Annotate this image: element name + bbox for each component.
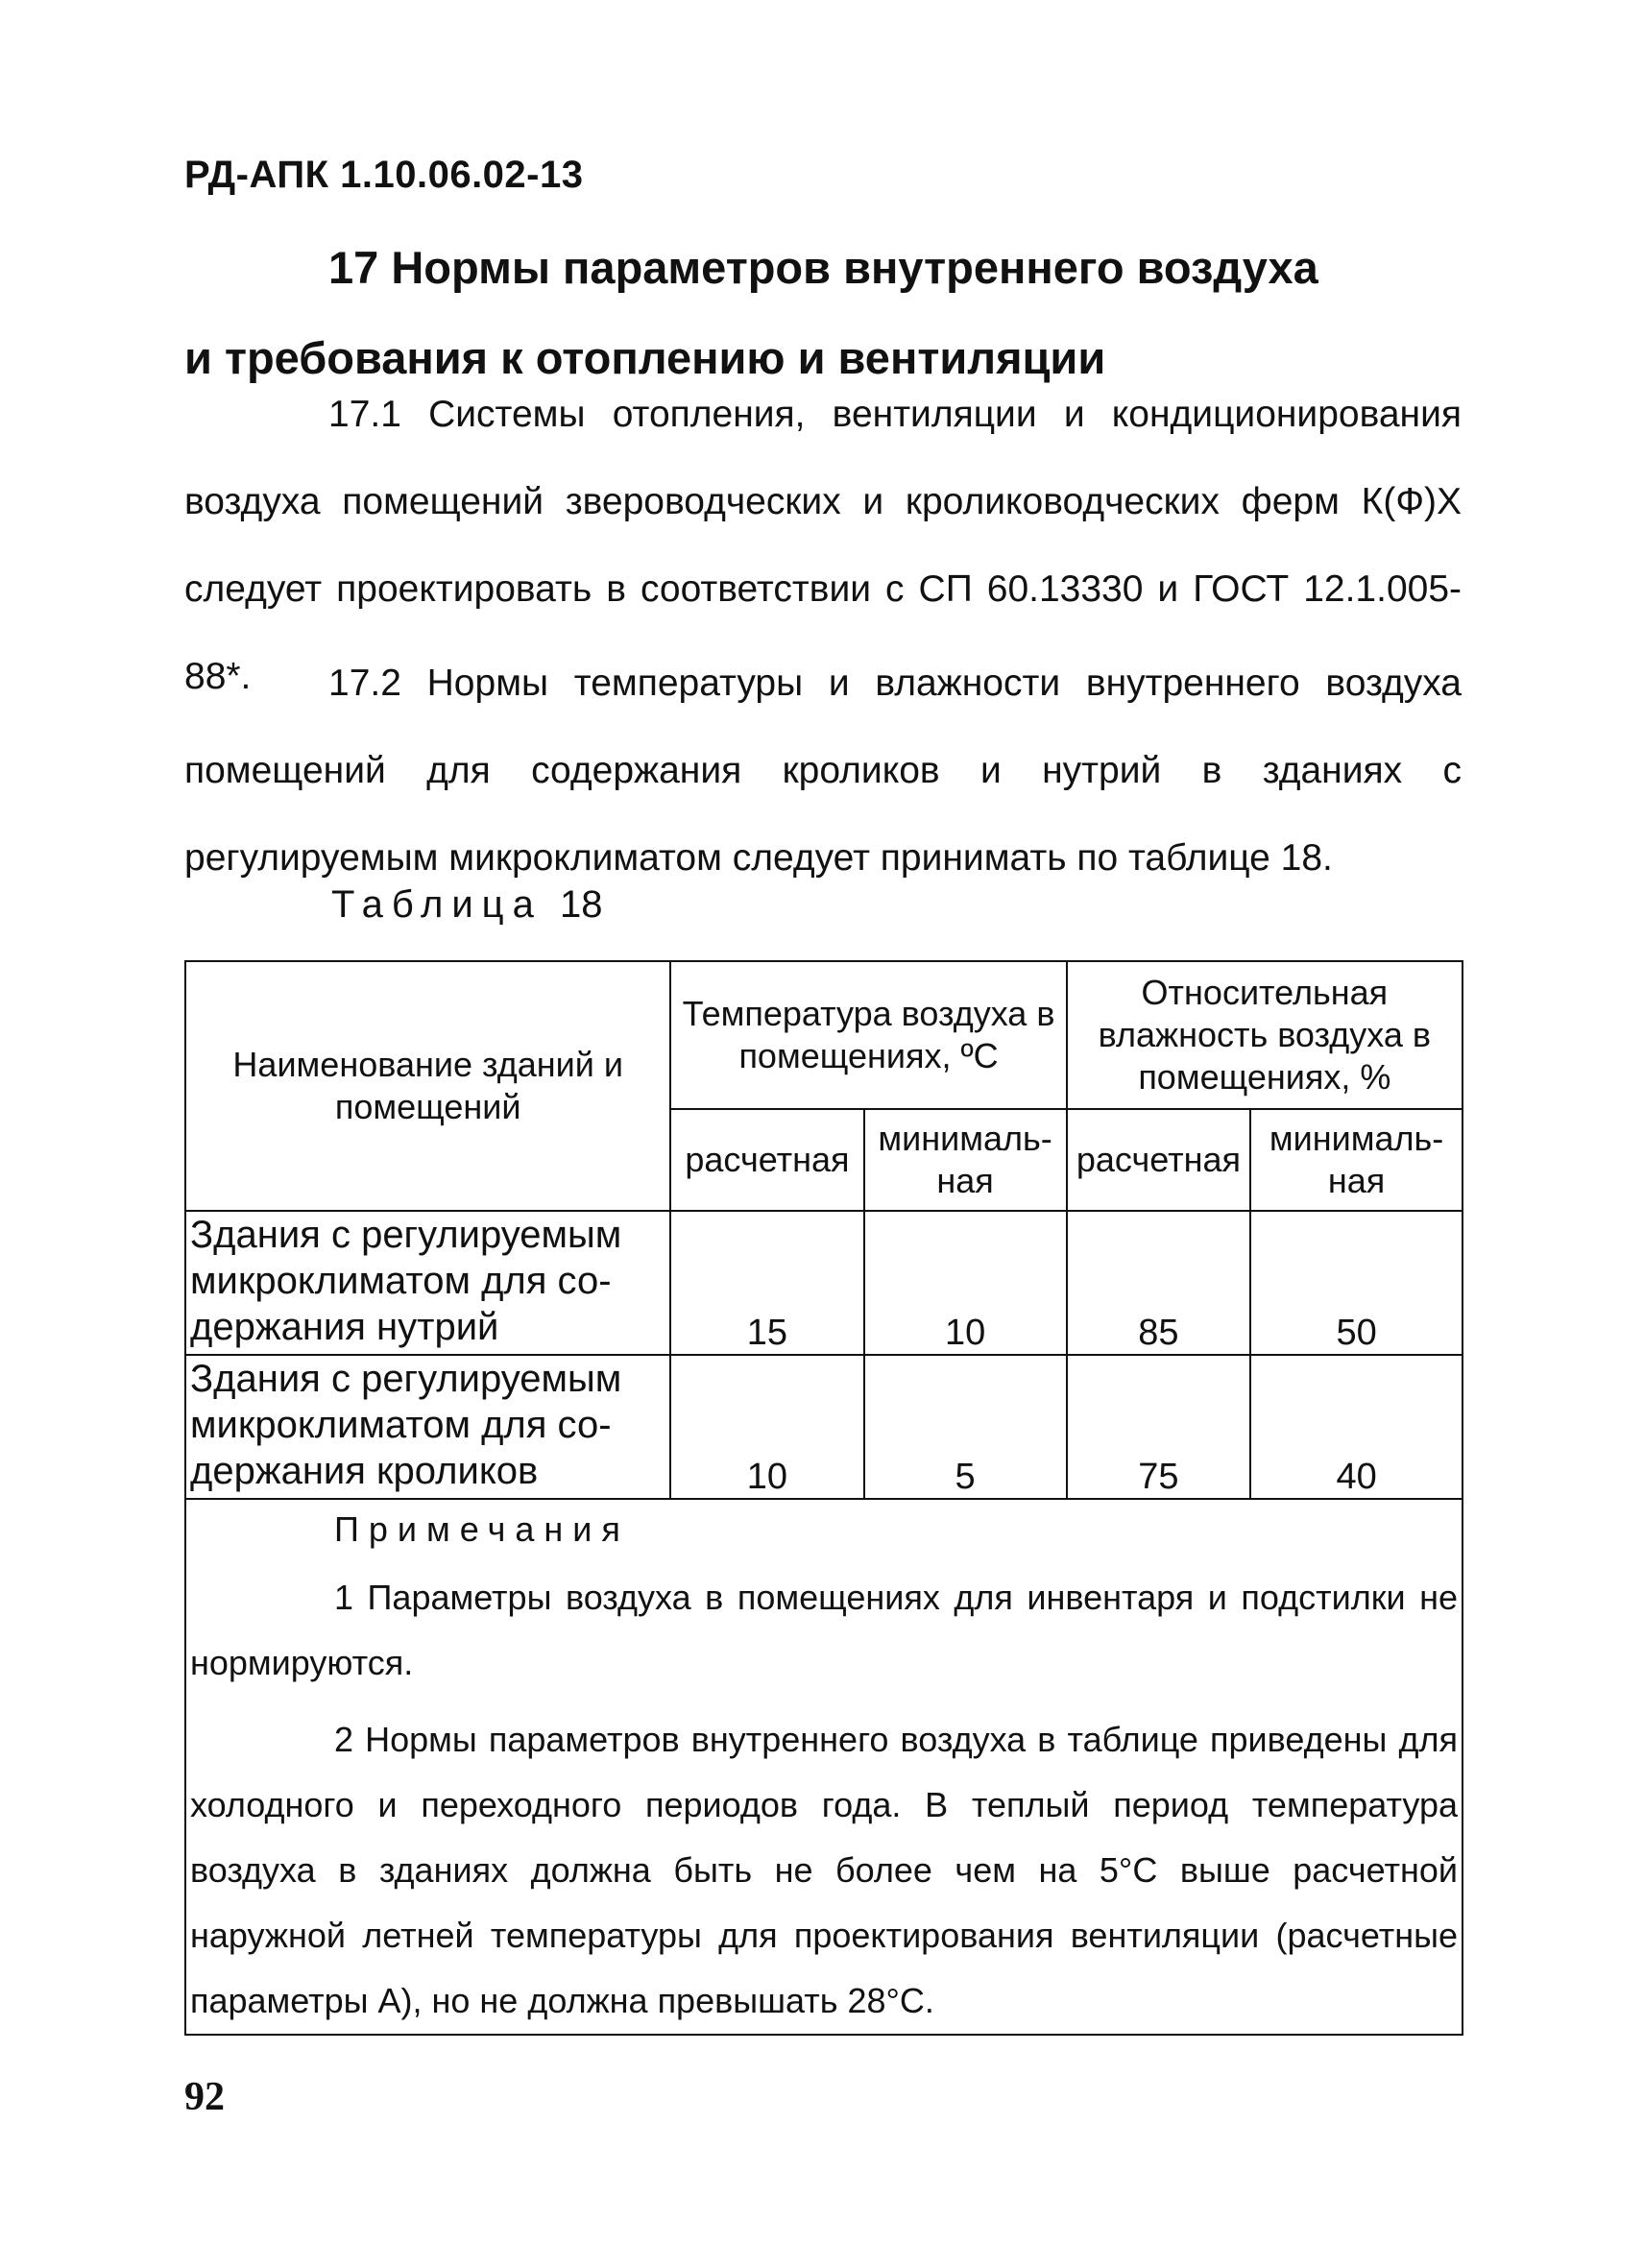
hum-calc-value: 85: [1067, 1211, 1251, 1355]
temp-min-value: 5: [864, 1355, 1067, 1499]
table-header-row: [185, 961, 1463, 1109]
note-item: 1 Параметры воздуха в помещениях для инвентаря и подстилки не нормируются.: [190, 1578, 1458, 1682]
hum-min-value: 50: [1250, 1211, 1463, 1355]
hum-min-value: 40: [1250, 1355, 1463, 1499]
header-name: Наименование зданий и помещений: [185, 961, 670, 1211]
note-item: 2 Нормы параметров внутреннего воздуха в таблице приведены для холодного и переходного периодов года. В теплый период температура воздуха в зданиях должна быть не более чем на 5°С выше расчетной наружной летней температуры для проектирования вентиляции (расчетные параметры А), но не должна превышать 28°С.: [190, 1720, 1458, 2020]
header-temp-min: минималь-ная: [864, 1109, 1067, 1211]
table-caption-word: Таблица: [331, 883, 543, 926]
temp-min-value: 10: [864, 1211, 1067, 1355]
table-caption-number: 18: [559, 883, 603, 926]
header-humidity: Относительная влажность воздуха в помещениях, %: [1067, 961, 1463, 1109]
temp-calc-value: 15: [670, 1211, 863, 1355]
table-notes-row: [185, 1499, 1463, 2035]
section-title-line-2: и требования к отоплению и вентиляции: [184, 332, 1106, 383]
notes-cell: [185, 1499, 1463, 2035]
header-hum-calc: расчетная: [1067, 1109, 1251, 1211]
section-title-line-1: 17 Нормы параметров внутреннего воздуха: [328, 242, 1318, 293]
row-name: Здания с регулируемым микроклиматом для со-держания нутрий: [185, 1211, 670, 1355]
hum-calc-value: 75: [1067, 1355, 1251, 1499]
table-row: [185, 1355, 1463, 1499]
table-row: [185, 1211, 1463, 1355]
header-temperature: Температура воздуха в помещениях, ºС: [670, 961, 1066, 1109]
document-code: РД-АПК 1.10.06.02-13: [184, 154, 584, 196]
table-caption: [331, 883, 602, 927]
notes-title: Примечания: [334, 1509, 630, 1549]
temp-calc-value: 10: [670, 1355, 863, 1499]
row-name: Здания с регулируемым микроклиматом для со-держания кроликов: [185, 1355, 670, 1499]
paragraph-17-1: 17.1 Системы отопления, вентиляции и кондиционирования воздуха помещений звероводческих и кролиководческих ферм К(Ф)Х следует проектировать в соответствии с СП 60.13330 и ГОСТ 12.1.005-88*.: [184, 394, 1462, 697]
header-hum-min: минималь-ная: [1250, 1109, 1463, 1211]
norms-table: [184, 960, 1463, 2036]
header-temp-calc: расчетная: [670, 1109, 863, 1211]
paragraph-17-2: 17.2 Нормы температуры и влажности внутреннего воздуха помещений для содержания кроликов и нутрий в зданиях с регулируемым микроклиматом следует принимать по таблице 18.: [184, 663, 1462, 879]
page-number: 92: [184, 2075, 225, 2119]
